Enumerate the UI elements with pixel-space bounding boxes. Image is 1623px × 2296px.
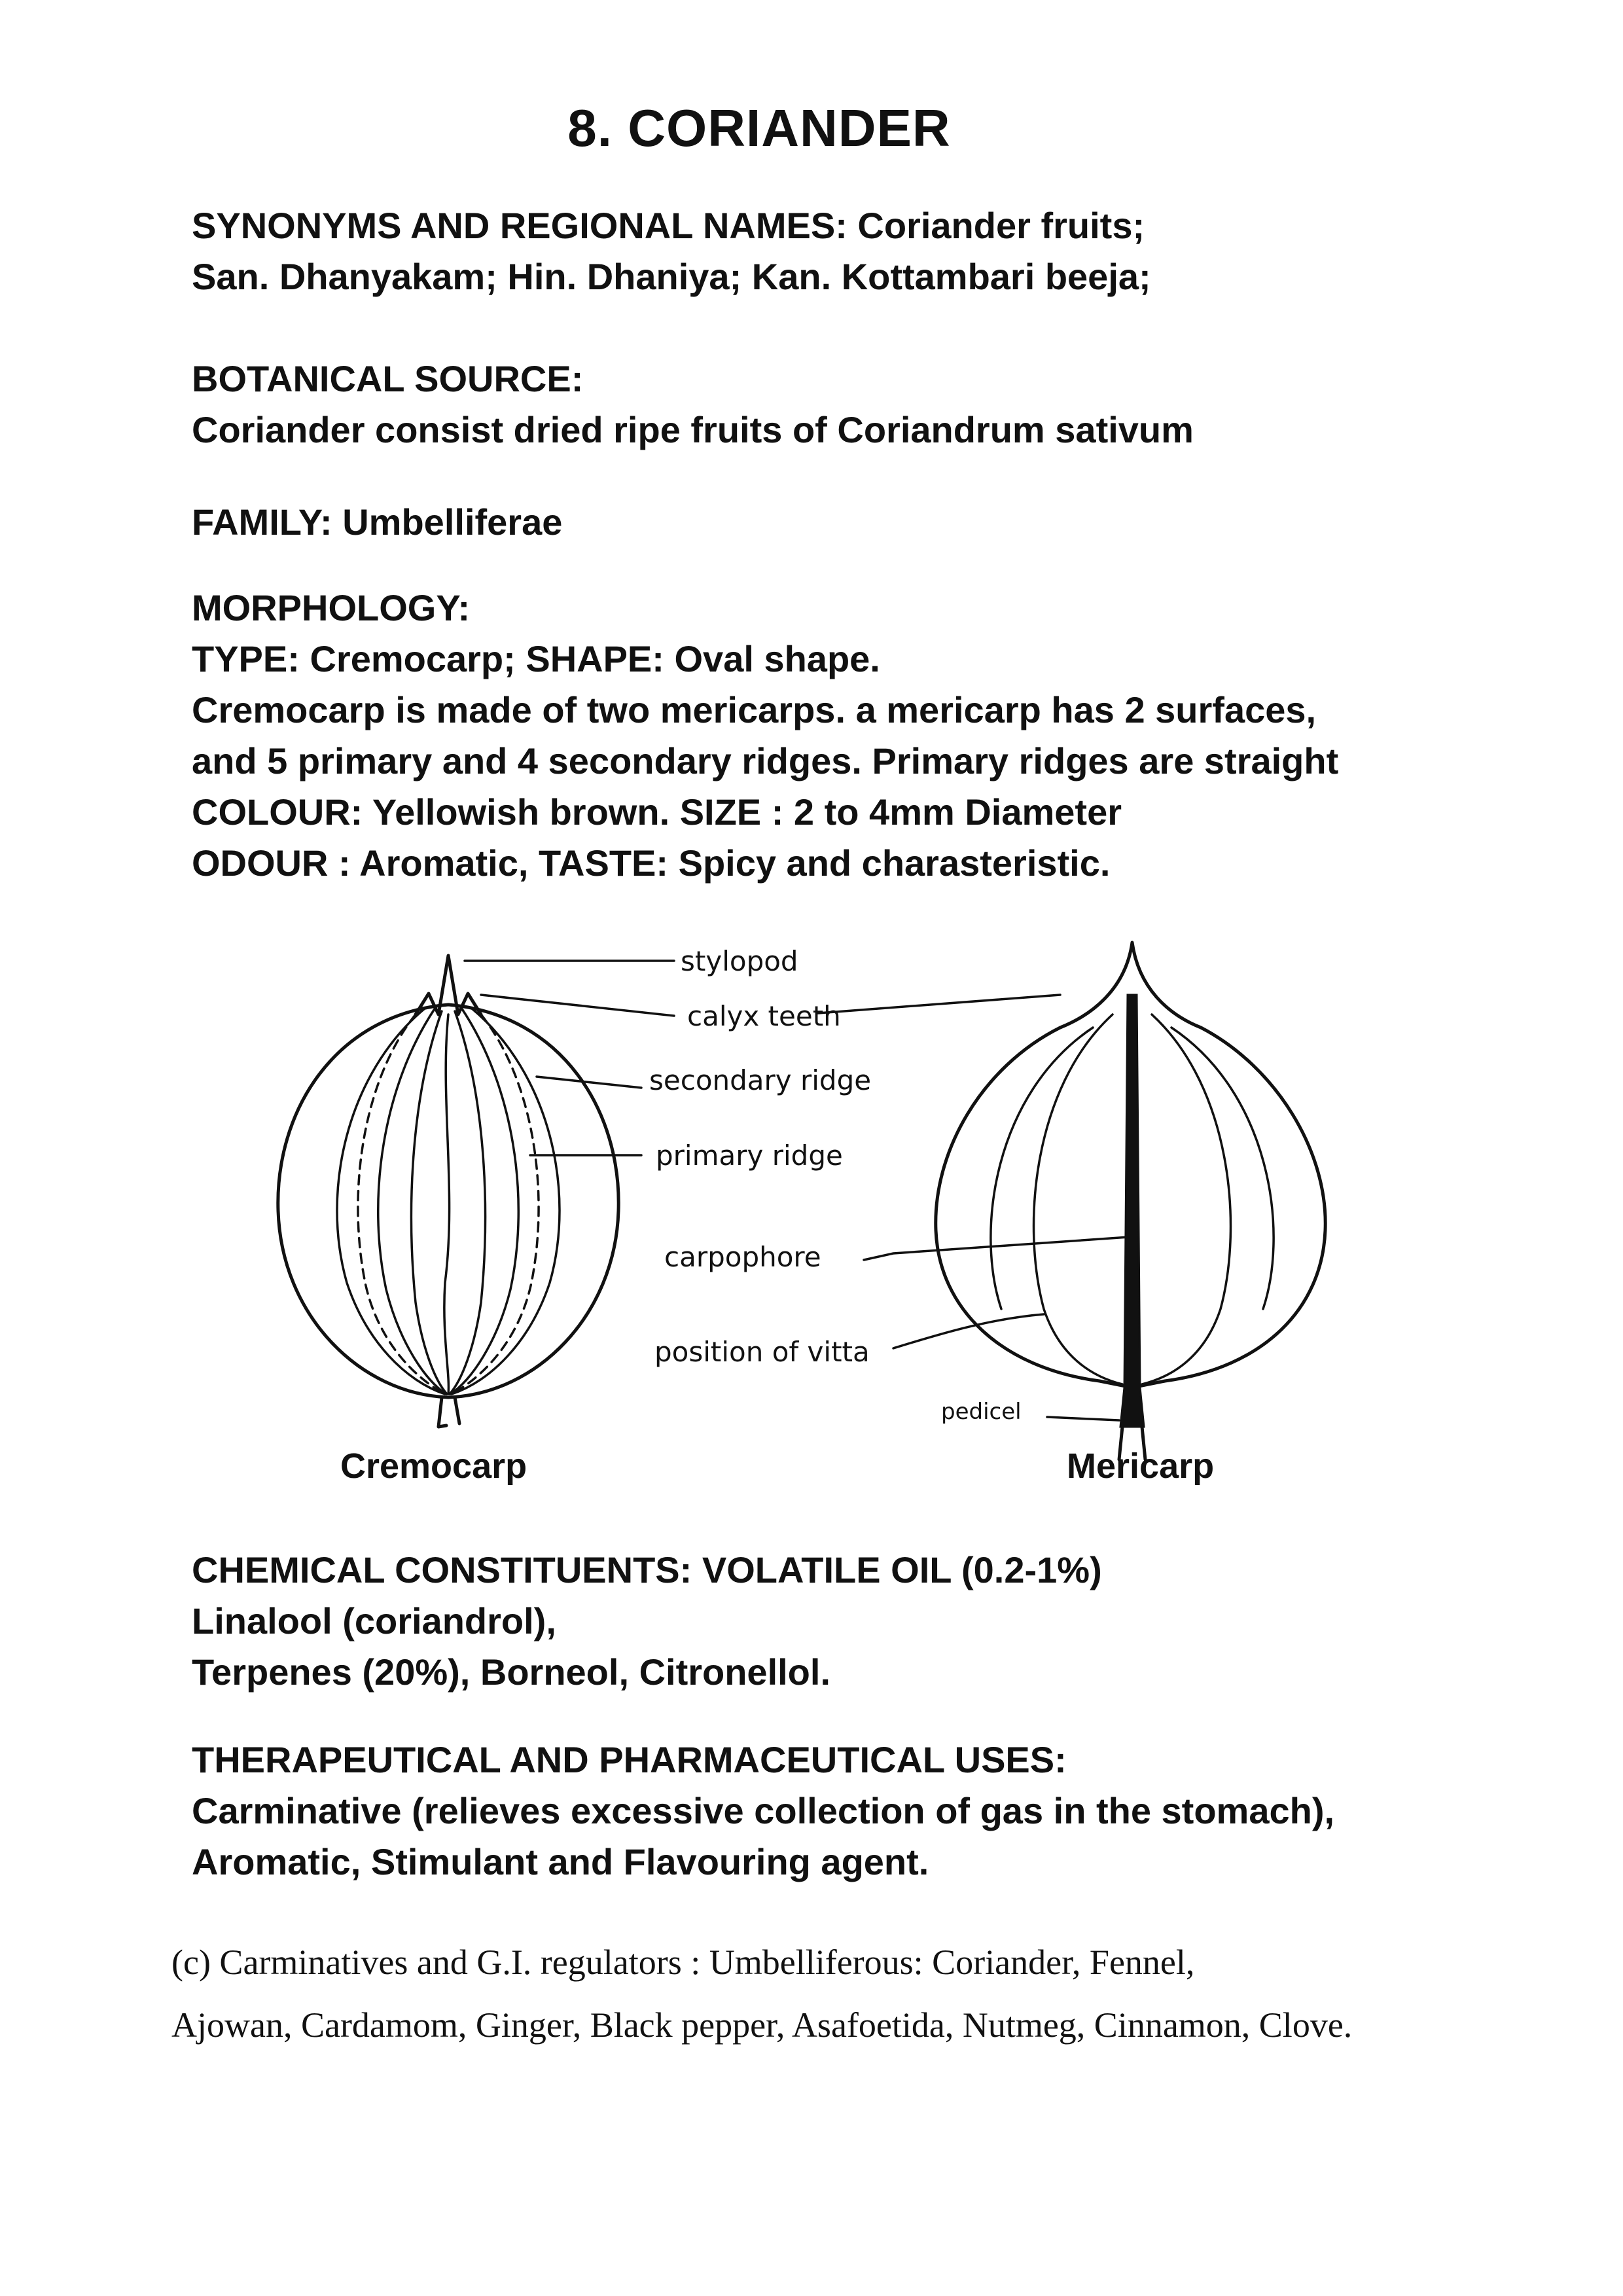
family-section: [192, 497, 1553, 548]
label-stylopod: stylopod: [681, 945, 798, 977]
footer-line: Ajowan, Cardamom, Ginger, Black pepper, Asafoetida, Nutmeg, Cinnamon, Clove.: [171, 2005, 1353, 2045]
uses-line: Carminative (relieves excessive collection of gas in the stomach),: [192, 1790, 1335, 1831]
synonyms-line: San. Dhanyakam; Hin. Dhaniya; Kan. Kottambari beeja;: [192, 256, 1151, 297]
uses-heading: THERAPEUTICAL AND PHARMACEUTICAL USES:: [192, 1739, 1067, 1780]
cremocarp-drawing: [278, 956, 618, 1427]
label-secondary-ridge: secondary ridge: [649, 1064, 872, 1096]
botanical-heading: BOTANICAL SOURCE:: [192, 358, 584, 399]
chemical-heading: CHEMICAL CONSTITUENTS: VOLATILE OIL (0.2-1%): [192, 1549, 1102, 1590]
morphology-line: COLOUR: Yellowish brown. SIZE : 2 to 4mm Diameter: [192, 791, 1122, 833]
morphology-heading: MORPHOLOGY:: [192, 587, 471, 628]
botanical-text: Coriander consist dried ripe fruits of Coriandrum sativum: [192, 409, 1194, 450]
caption-cremocarp: Cremocarp: [340, 1446, 527, 1486]
label-position-of-vitta: position of vitta: [654, 1336, 870, 1368]
uses-line: Aromatic, Stimulant and Flavouring agent.: [192, 1841, 929, 1882]
morphology-section: [192, 583, 1553, 889]
chemical-line: Linalool (coriandrol),: [192, 1600, 556, 1641]
label-primary-ridge: primary ridge: [656, 1139, 843, 1172]
morphology-line: ODOUR : Aromatic, TASTE: Spicy and charasteristic.: [192, 842, 1111, 884]
botanical-source-section: [192, 353, 1553, 456]
page-title: 8. CORIANDER: [567, 99, 951, 157]
family-text: FAMILY: Umbelliferae: [192, 501, 563, 543]
synonyms-section: [192, 200, 1553, 302]
chemical-line: Terpenes (20%), Borneol, Citronellol.: [192, 1651, 831, 1693]
uses-section: [192, 1734, 1553, 1888]
chemical-constituents-section: [192, 1545, 1553, 1698]
synonyms-line: SYNONYMS AND REGIONAL NAMES: Coriander fruits;: [192, 205, 1145, 246]
footer-line: (c) Carminatives and G.I. regulators : Umbelliferous: Coriander, Fennel,: [171, 1943, 1195, 1982]
label-pedicel: pedicel: [941, 1399, 1022, 1425]
caption-mericarp: Mericarp: [1067, 1446, 1215, 1486]
label-carpophore: carpophore: [664, 1241, 821, 1273]
morphology-line: and 5 primary and 4 secondary ridges. Primary ridges are straight: [192, 740, 1339, 781]
label-calyx-teeth: calyx teeth: [687, 1000, 841, 1032]
fruit-diagram: [249, 916, 1348, 1479]
coriander-figure: [249, 916, 1348, 1479]
footer-note: [171, 1931, 1578, 2056]
mericarp-drawing: [936, 942, 1325, 1460]
morphology-line: TYPE: Cremocarp; SHAPE: Oval shape.: [192, 638, 880, 679]
morphology-line: Cremocarp is made of two mericarps. a mericarp has 2 surfaces,: [192, 689, 1317, 730]
